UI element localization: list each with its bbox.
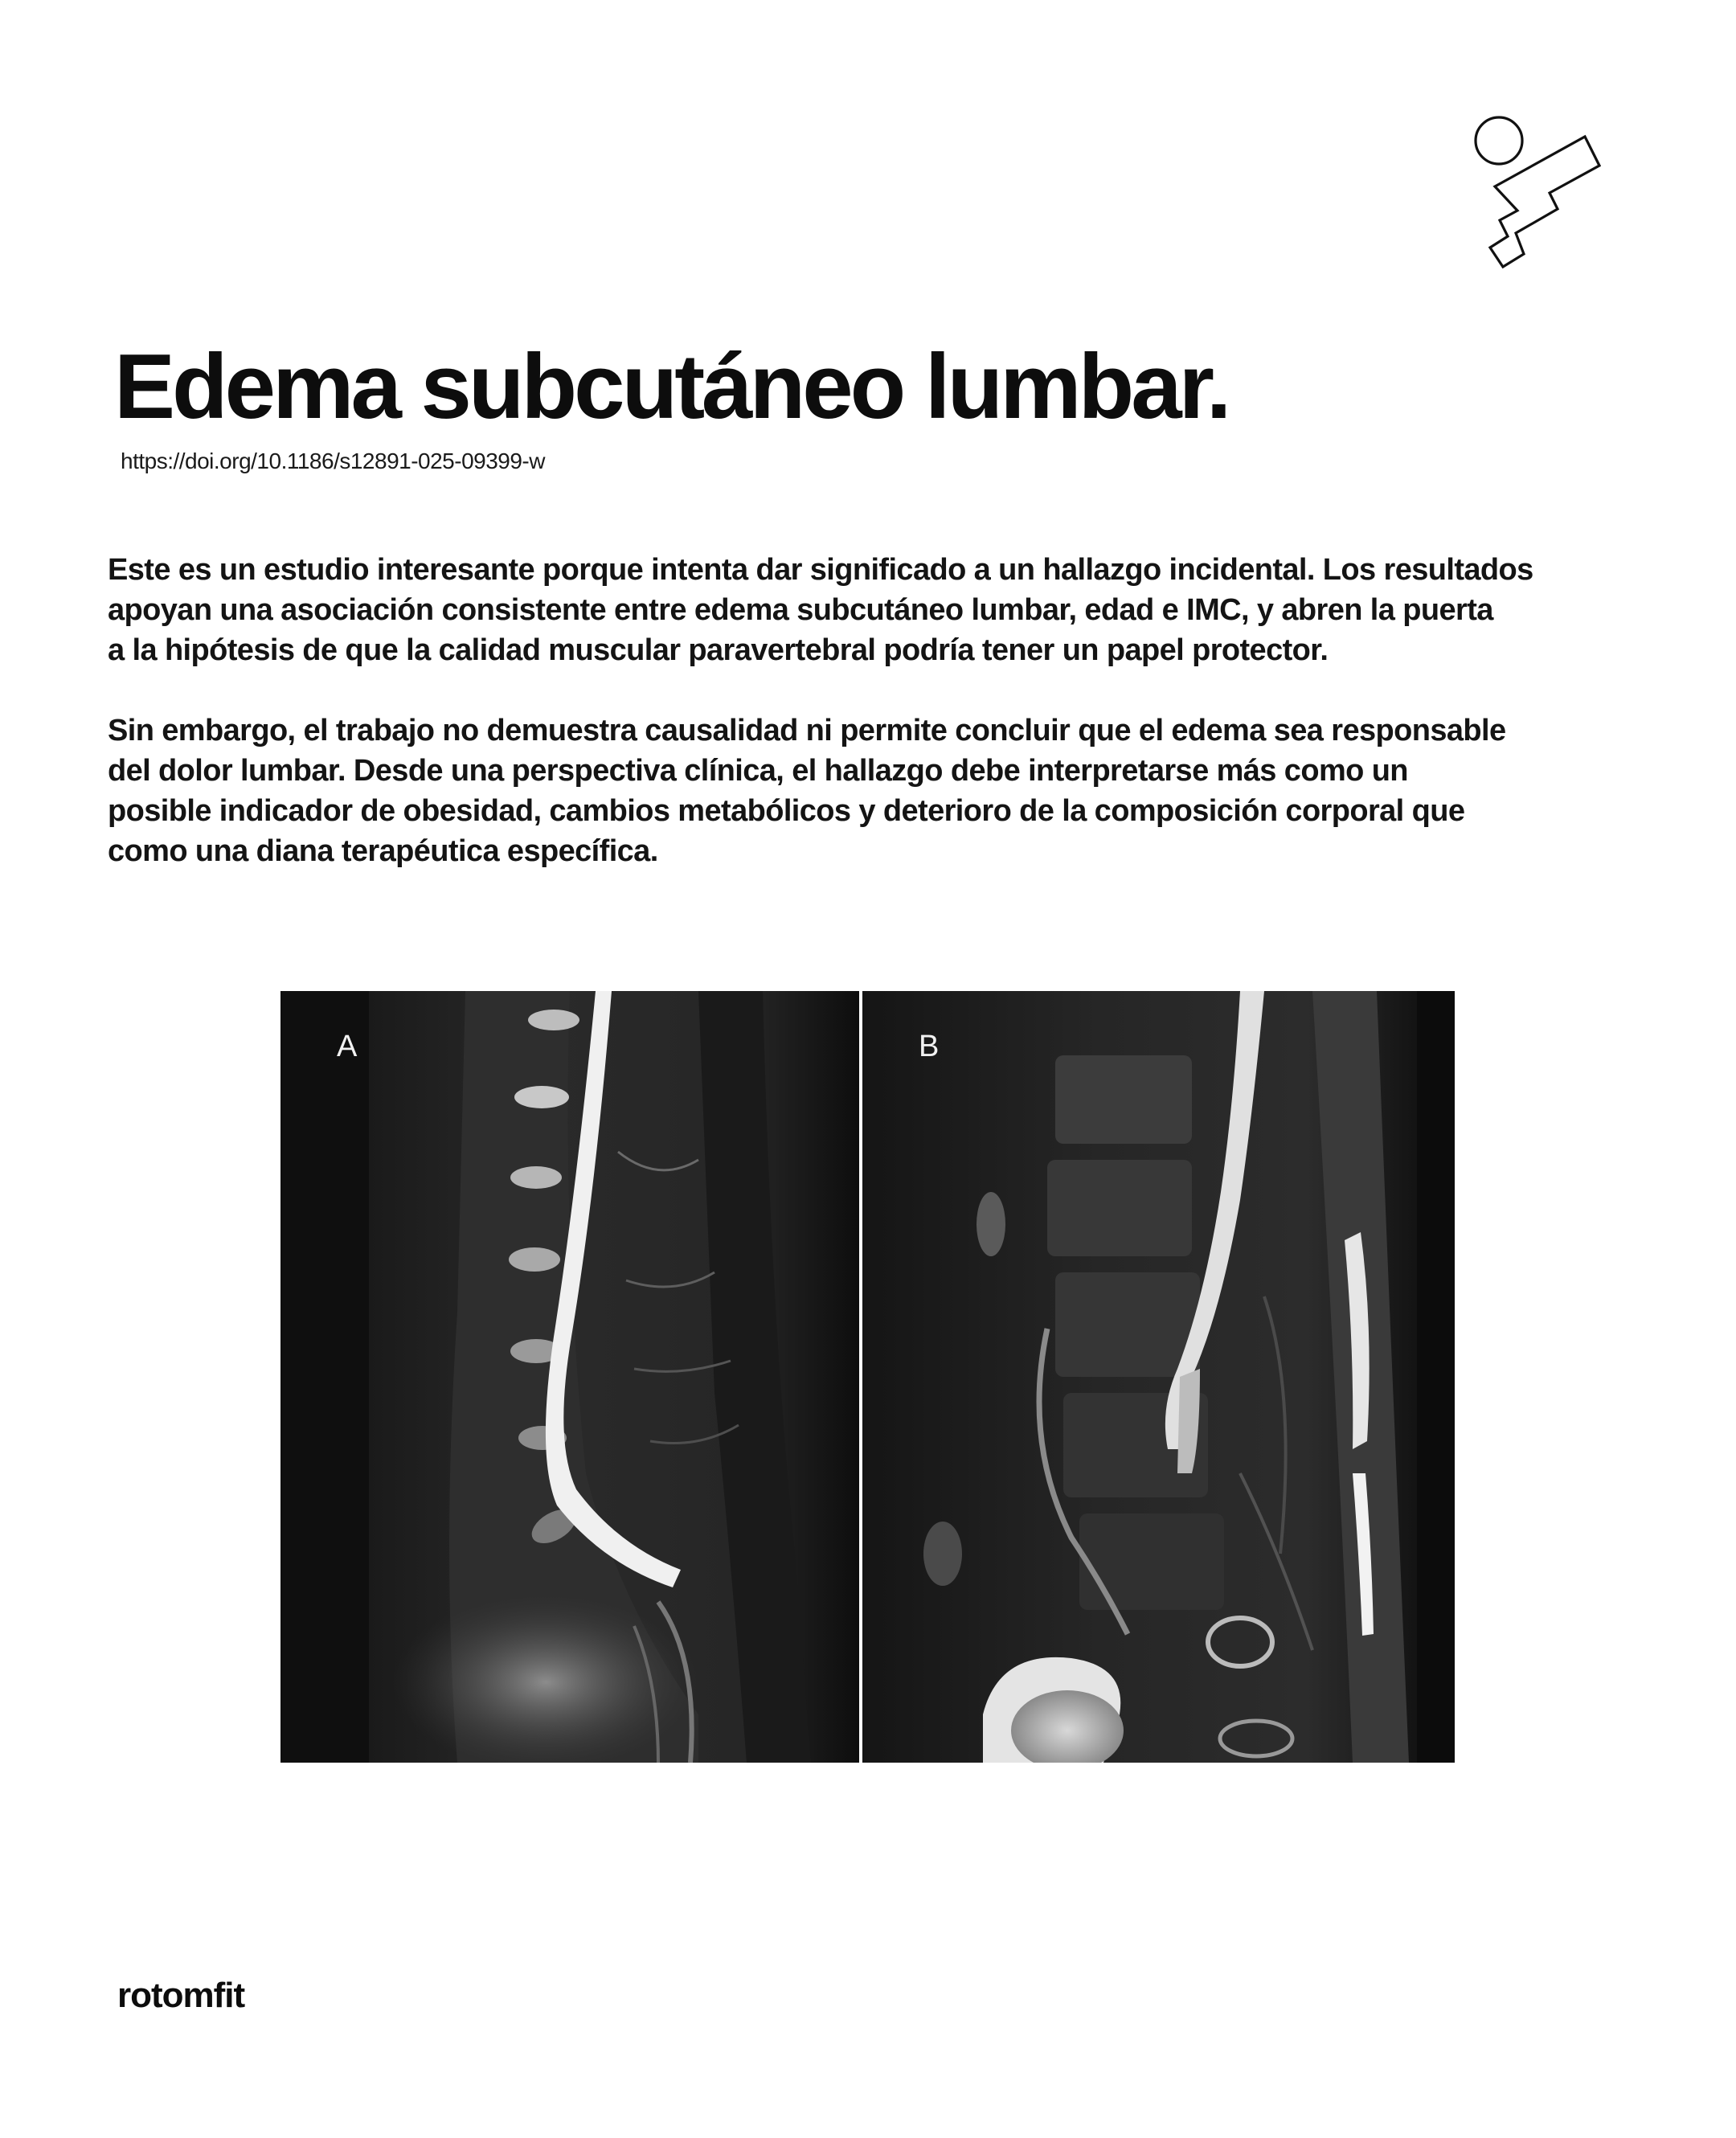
panel-label-b: B	[919, 1030, 940, 1063]
panel-label-a: A	[337, 1030, 358, 1063]
article-body	[108, 550, 1619, 911]
doi-link[interactable]: https://doi.org/10.1186/s12891-025-09399-w	[121, 448, 545, 473]
mri-image-b	[862, 991, 1455, 1763]
page-title: Edema subcutáneo lumbar.	[114, 336, 1229, 438]
brand-name: rotomfit	[117, 1976, 245, 2015]
text-line: del dolor lumbar. Desde una perspectiva clínica, el hallazgo debe interpretarse más como un	[108, 754, 1408, 788]
mri-panel-a	[280, 991, 859, 1763]
paragraph-1	[108, 550, 1619, 670]
text-line: Este es un estudio interesante porque intenta dar significado a un hallazgo incidental. Los resultados	[108, 553, 1533, 587]
mri-figure	[280, 991, 1455, 1763]
mri-image-a	[280, 991, 859, 1763]
text-line: como una diana terapéutica específica.	[108, 834, 658, 868]
rotomfit-logo-icon	[1468, 111, 1601, 268]
text-line: a la hipótesis de que la calidad muscular paravertebral podría tener un papel protector.	[108, 633, 1329, 667]
text-line: posible indicador de obesidad, cambios metabólicos y deterioro de la composición corporal que	[108, 794, 1465, 828]
text-line: Sin embargo, el trabajo no demuestra causalidad ni permite concluir que el edema sea responsable	[108, 714, 1506, 747]
paragraph-2	[108, 711, 1619, 871]
text-line: apoyan una asociación consistente entre edema subcutáneo lumbar, edad e IMC, y abren la puerta	[108, 593, 1493, 627]
mri-panel-b	[862, 991, 1455, 1763]
